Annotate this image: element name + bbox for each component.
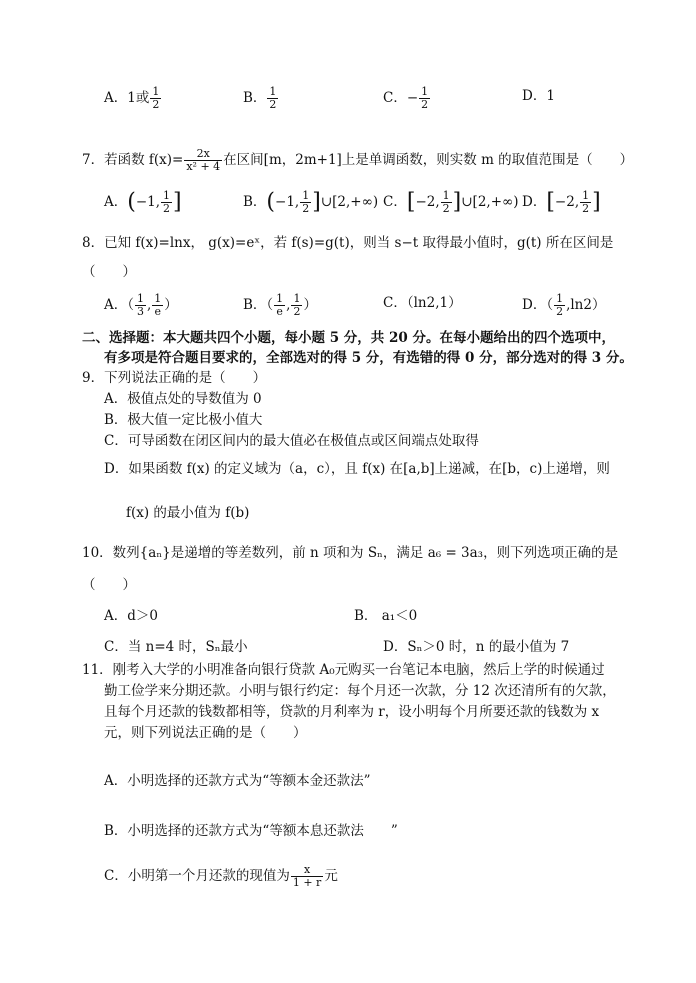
fraction-denominator: 2	[293, 305, 301, 318]
fraction-denominator: 1 + r	[292, 876, 322, 889]
q11-option-b: B．小明选择的还款方式为“等额本息还款法 ”	[104, 823, 398, 839]
fraction	[300, 190, 311, 215]
q7-prefix: 7．若函数 f(x)=	[82, 152, 184, 168]
fraction	[274, 293, 285, 318]
fraction-numerator: 1	[137, 292, 144, 305]
fraction	[150, 86, 161, 111]
option-text: 1	[546, 88, 555, 104]
q8-option-b: B．（ $\frac{1}{e}$ , $\frac{1}{2}$ ）	[243, 292, 317, 318]
fraction-denominator: 2	[582, 202, 590, 215]
option-label: D．	[522, 297, 547, 313]
fraction	[291, 293, 302, 318]
q9-option-d-line1: D．如果函数 f(x) 的定义域为（a，c），且 f(x) 在[a,b]上递减，在[b，c)上递增，则	[104, 461, 610, 477]
fraction-numerator: 1	[442, 189, 450, 202]
q9-option-a: A．极值点处的导数值为 0	[104, 391, 262, 407]
fraction-numerator: 1	[163, 189, 171, 202]
minus-sign: −	[406, 90, 419, 106]
q6-option-d	[522, 86, 555, 106]
q8-option-d: D．（ $\frac{1}{2}$ ,ln2）	[522, 292, 606, 318]
fraction-denominator: e	[154, 305, 162, 318]
option-label: A．	[104, 194, 128, 210]
option-label: A．	[104, 90, 128, 106]
option-text: −1,	[135, 194, 161, 210]
fraction-denominator: x² + 4	[186, 160, 221, 173]
option-text: −2,	[554, 194, 580, 210]
option-label: C．	[383, 194, 407, 210]
q11-stem-line3: 且每个月还款的钱数都相等，贷款的月利率为 r，设小明每个月所要还款的钱数为 x	[104, 704, 600, 720]
fraction-numerator: 1	[152, 85, 160, 98]
bracket: ]	[592, 189, 601, 215]
bracket: ]	[452, 189, 462, 215]
fraction-numerator: 1	[269, 85, 277, 98]
q6-option-c	[383, 86, 431, 111]
fraction-numerator: 1	[154, 292, 162, 305]
fraction-denominator: 2	[163, 202, 171, 215]
fraction-numerator: 2x	[184, 148, 222, 161]
fraction	[184, 148, 222, 173]
option-label: B．	[243, 194, 267, 210]
bracket: [	[406, 189, 416, 215]
q11-stem-line1: 11．刚考入大学的小明准备向银行贷款 A₀元购买一台笔记本电脑，然后上学的时候通过	[82, 662, 605, 678]
fraction-numerator: 1	[302, 189, 310, 202]
fraction-numerator: 1	[276, 292, 284, 305]
fraction-denominator: 2	[556, 305, 564, 318]
section-heading-line2: 有多项是符合题目要求的，全部选对的得 5 分，有选错的得 0 分，部分选对的得 3 分。	[104, 350, 633, 366]
q7-suffix: 在区间[m，2m+1]上是单调函数，则实数 m 的取值范围是（ ）	[223, 152, 634, 168]
q10-option-a: A．d＞0	[104, 608, 158, 624]
option-text: ∪[2,+∞)	[461, 194, 519, 210]
bracket: (	[266, 189, 276, 215]
q10-option-d: D．Sₙ＞0 时，n 的最小值为 7	[383, 639, 570, 655]
fraction	[419, 86, 430, 111]
q7-stem	[82, 148, 633, 173]
q11-option-c	[104, 864, 338, 889]
option-label: A．	[104, 297, 128, 313]
fraction-numerator: x	[291, 864, 323, 877]
option-text: ,ln2）	[566, 297, 606, 313]
fraction	[291, 864, 323, 889]
option-text: 1或	[127, 90, 150, 106]
q11-option-a: A．小明选择的还款方式为“等额本金还款法”	[104, 773, 371, 789]
fraction	[161, 190, 172, 215]
bracket: ]	[312, 189, 321, 215]
q10-option-b: B． a₁＜0	[354, 608, 418, 624]
q10-stem-line2: （ ）	[82, 577, 136, 593]
q9-stem: 9．下列说法正确的是（ ）	[82, 370, 267, 386]
section-heading-line1: 二、选择题：本大题共四个小题，每小题 5 分，共 20 分。在每小题给出的四个选项中，	[82, 330, 615, 346]
option-text: 元	[324, 868, 338, 884]
fraction-denominator: 2	[302, 202, 310, 215]
q9-option-c: C．可导函数在闭区间内的最大值必在极值点或区间端点处取得	[104, 433, 479, 449]
fraction-denominator: 2	[421, 98, 429, 111]
fraction	[152, 293, 163, 318]
bracket: ]	[173, 189, 182, 215]
q9-option-d-line2: f(x) 的最小值为 f(b)	[126, 505, 250, 521]
q8-stem-line1: 8．已知 f(x)=lnx， g(x)=eˣ，若 f(s)=g(t)，则当 s−t 取得最小值时，g(t) 所在区间是	[82, 235, 614, 251]
fraction	[441, 190, 452, 215]
q7-option-d	[522, 190, 601, 215]
fraction-denominator: 3	[137, 305, 144, 318]
option-label: C．	[383, 90, 407, 106]
q8-option-c	[383, 293, 462, 313]
option-label: D．	[522, 194, 547, 210]
q10-stem-line1: 10．数列{aₙ}是递增的等差数列，前 n 项和为 Sₙ，满足 a₆ = 3a₃，则下列选项正确的是	[82, 545, 619, 561]
fraction-denominator: 2	[442, 202, 450, 215]
q8-option-a: A．（ $\frac{1}{3}$ , $\frac{1}{e}$ ）	[104, 292, 178, 318]
option-text: −1,	[275, 194, 300, 210]
q7-option-a	[104, 190, 182, 215]
q11-stem-line4: 元，则下列说法正确的是（ ）	[104, 725, 307, 741]
bracket: (	[127, 189, 136, 215]
fraction-numerator: 1	[582, 189, 590, 202]
q7-option-c	[383, 190, 519, 215]
q6-option-a	[104, 86, 162, 111]
fraction-numerator: 1	[293, 292, 301, 305]
fraction-numerator: 1	[421, 85, 429, 98]
option-text: C．小明第一个月还款的现值为	[104, 868, 290, 884]
option-label: D．	[522, 88, 547, 104]
fraction	[554, 293, 565, 318]
option-label: C．	[383, 295, 407, 311]
fraction-denominator: 2	[269, 98, 277, 111]
q10-option-c: C．当 n=4 时，Sₙ最小	[104, 639, 248, 655]
option-label: B．	[243, 90, 267, 106]
q11-stem-line2: 勤工俭学来分期还款。小明与银行约定：每个月还一次款，分 12 次还清所有的欠款，	[104, 683, 616, 699]
fraction	[267, 86, 278, 111]
option-text: （ln2,1）	[406, 295, 462, 311]
option-text: ∪[2,+∞)	[320, 194, 379, 210]
fraction	[580, 190, 591, 215]
option-text: −2,	[415, 194, 440, 210]
fraction-numerator: 1	[556, 292, 564, 305]
q9-option-b: B．极大值一定比极小值大	[104, 412, 263, 428]
option-label: B．	[243, 297, 267, 313]
fraction-denominator: e	[276, 305, 283, 318]
q8-stem-line2: （ ）	[82, 264, 136, 280]
option-text: （	[127, 297, 134, 313]
bracket: [	[546, 189, 555, 215]
fraction	[135, 293, 146, 318]
q6-option-b	[243, 86, 279, 111]
fraction-denominator: 2	[152, 98, 160, 111]
q7-option-b	[243, 190, 378, 215]
